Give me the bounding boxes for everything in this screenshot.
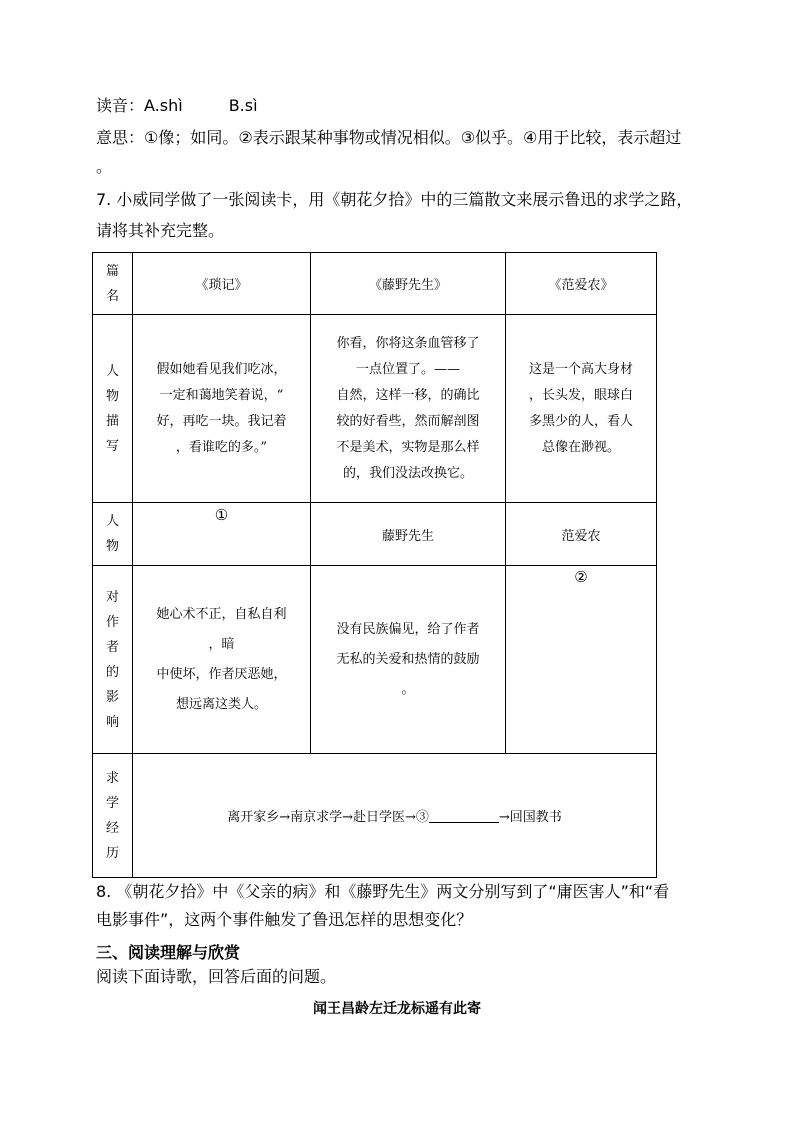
row-label-influence: 对 作 者 的 影 响: [93, 566, 133, 754]
question-7-line-1: 7. 小威同学做了一张阅读卡，用《朝花夕拾》中的三篇散文来展示鲁迅的求学之路，: [96, 190, 693, 209]
influence-row: [93, 566, 657, 754]
row-label-journey: 求 学 经 历: [93, 754, 133, 878]
question-7-line-2: 请将其补充完整。: [96, 221, 225, 240]
row-label-description: 人 物 描 写: [93, 315, 133, 503]
meaning-continuation: 。: [96, 157, 113, 176]
reading-line: [96, 95, 258, 117]
journey-cell: [133, 754, 657, 878]
row-label-person: 人 物: [93, 503, 133, 566]
journey-before: 离开家乡→南京求学→赴日学医→③: [227, 810, 429, 825]
influence-cell-1: 她心术不正，自私自利 ，暗 中使坏，作者厌恶她， 想远离这类人。: [133, 566, 311, 754]
title-row: [93, 253, 657, 315]
person-cell-2: 藤野先生: [311, 503, 506, 566]
reading-option-b: B.sì: [228, 96, 258, 115]
description-cell-1: 假如她看见我们吃冰， 一定和蔼地笑着说，“ 好，再吃一块。我记着 ，看谁吃的多。”: [133, 315, 311, 503]
description-cell-2: 你看，你将这条血管移了 一点位置了。—— 自然，这样一移，的确比 较的好看些，然而解剖图 不是美术，实物是那么样 的，我们没法改换它。: [311, 315, 506, 503]
journey-row: [93, 754, 657, 878]
influence-cell-2: 没有民族偏见，给了作者 无私的关爱和热情的鼓励 。: [311, 566, 506, 754]
person-cell-3: 范爱农: [506, 503, 657, 566]
question-8-line-1: 8. 《朝花夕拾》中《父亲的病》和《藤野先生》两文分别写到了“庸医害人”和“看: [96, 882, 670, 901]
description-cell-3: 这是一个高大身材 ，长头发，眼球白 多黑少的人，看人 总像在渺视。: [506, 315, 657, 503]
reading-card-table: [92, 252, 657, 878]
poem-title: 闻王昌龄左迁龙标遥有此寄: [313, 1001, 481, 1017]
row-label-title: 篇 名: [93, 253, 133, 315]
title-cell-3: 《范爱农》: [506, 253, 657, 315]
answer-blank-3[interactable]: [429, 808, 499, 823]
journey-after: →回国教书: [498, 810, 562, 825]
influence-cell-3: [506, 566, 657, 754]
blank-marker-2: ②: [574, 568, 588, 586]
blank-marker-1: ①: [214, 506, 229, 524]
section-3-instruction: 阅读下面诗歌，回答后面的问题。: [96, 967, 337, 986]
question-8-line-2: 电影事件”，这两个事件触发了鲁迅怎样的思想变化？: [96, 910, 473, 929]
description-row: [93, 315, 657, 503]
section-3-heading: 三、阅读理解与欣赏: [96, 943, 241, 962]
reading-label: 读音：: [96, 96, 145, 115]
meaning-line: 意思：①像；如同。②表示跟某种事物或情况相似。③似乎。④用于比较，表示超过: [96, 128, 682, 147]
title-cell-1: 《琐记》: [133, 253, 311, 315]
title-cell-2: 《藤野先生》: [311, 253, 506, 315]
person-row: [93, 503, 657, 566]
person-cell-1: [133, 503, 311, 566]
reading-option-a: A.shì: [144, 96, 183, 115]
